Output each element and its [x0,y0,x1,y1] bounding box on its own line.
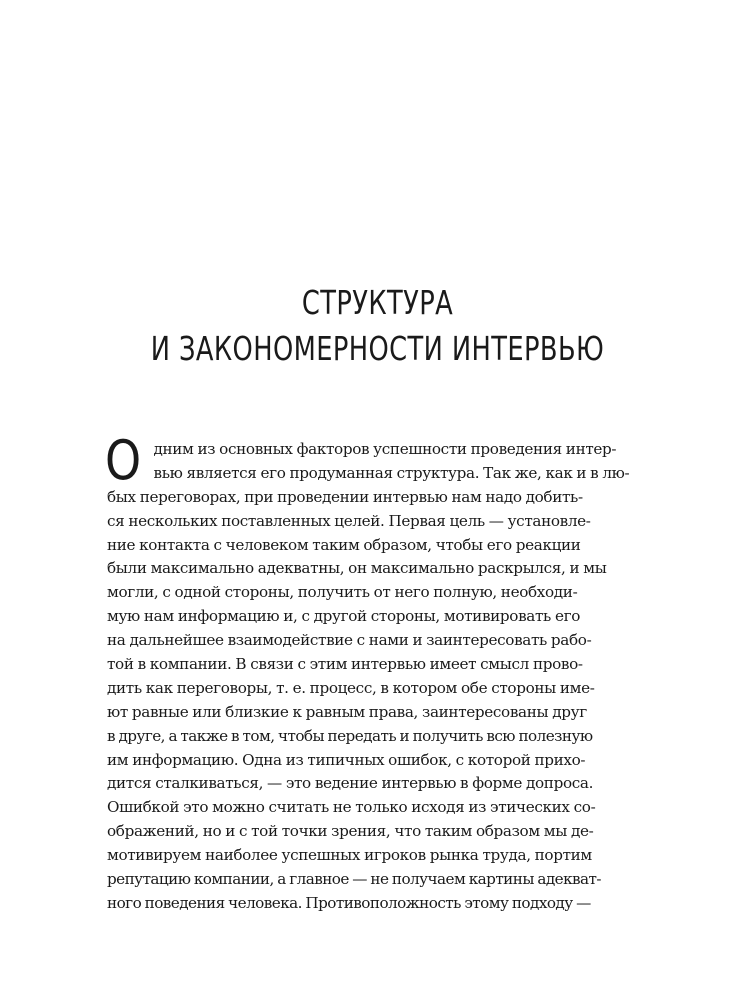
text-line: могли, с одной стороны, получить от него полную, необходи- [107,583,578,602]
text-line: в друге, а также в том, чтобы передать и получить всю полезную [107,726,593,745]
text-line: ображений, но и с той точки зрения, что таким образом мы де- [107,822,594,841]
text-line: дним из основных факторов успешности проведения интер- [153,440,617,458]
text-line: ние контакта с человеком таким образом, чтобы его реакции [107,535,581,554]
text-line: Ошибкой это можно считать не только исходя из этических со- [107,798,596,817]
text-line: дить как переговоры, т. е. процесс, в котором обе стороны име- [107,678,595,697]
drop-cap: О [105,429,142,492]
text-line: бых переговорах, при проведении интервью нам надо добить- [107,487,583,506]
text-line: той в компании. В связи с этим интервью имеет смысл прово- [107,655,583,674]
text-line: дится сталкиваться, — это ведение интервью в форме допроса. [107,774,594,793]
text-line: им информацию. Одна из типичных ошибок, с которой прихо- [107,750,586,769]
text-line: ного поведения человека. Противоположность этому подходу — [107,893,591,912]
text-line: мотивируем наиболее успешных игроков рынка труда, портим [107,846,592,865]
chapter-title [83,280,672,372]
text-line: на дальнейшее взаимодействие с нами и заинтересовать рабо- [107,631,592,650]
text-line: ся нескольких поставленных целей. Первая цель — установле- [107,511,591,530]
text-line: вью является его продуманная структура. Так же, как и в лю- [153,463,630,482]
text-line: мую нам информацию и, с другой стороны, мотивировать его [107,607,580,626]
chapter-title-line-1: СТРУКТУРА [301,283,454,322]
text-line: были максимально адекватны, он максимально раскрылся, и мы [107,559,607,578]
text-line: ют равные или близкие к равным права, заинтересованы друг [107,702,587,721]
body-paragraph [105,429,630,916]
text-line: репутацию компании, а главное — не получаем картины адекват- [107,870,601,889]
chapter-title-line-2: И ЗАКОНОМЕРНОСТИ ИНТЕРВЬЮ [150,329,605,368]
